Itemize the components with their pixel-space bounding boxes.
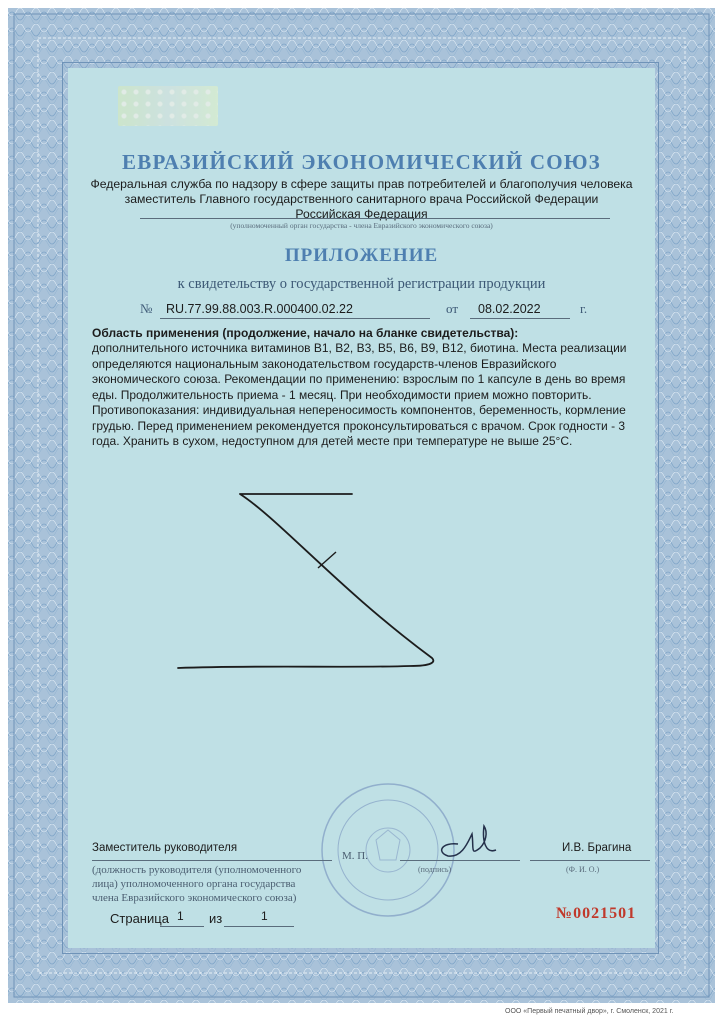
name-underline [530,860,650,861]
position-underline [92,860,332,861]
scope-title: Область применения (продолжение, начало на бланке свидетельства): [92,326,519,340]
total-underline [224,926,294,927]
appendix-subtitle: к свидетельству о государственной регистрации продукции [177,276,546,292]
scope-line: грудью. Перед применением рекомендуется проконсультироваться с врачом. Срок годности - 3 [92,418,626,433]
handwritten-signature [428,818,508,862]
appendix-title: ПРИЛОЖЕНИЕ [284,245,439,266]
year-suffix: г. [580,301,588,316]
page-number: 1 [177,909,184,923]
printer-imprint: ООО «Первый печатный двор», г. Смоленск, 2021 г. [505,1008,674,1015]
authority-caption: (уполномоченный орган государства - члена Евразийского экономического союза) [230,221,493,230]
agency-line-2: заместитель Главного государственного санитарного врача Российской Федерации [124,192,599,206]
position-caption-line-2: лица) уполномоченного органа государства [92,878,296,890]
scope-line: Противопоказания: индивидуальная непереносимость компонентов, беременность, кормление [92,403,626,417]
page-label: Страница [110,911,169,926]
scope-line: экономического союза. Рекомендации по применению: взрослым по 1 капсуле в день во время [92,372,626,386]
number-underline [160,318,430,319]
mp-label: М. П. [342,850,368,862]
signatory-position: Заместитель руководителя [92,842,238,854]
of-label: из [209,911,223,926]
scope-line: определяются национальным законодательством государств-членов Евразийского [92,356,557,371]
scope-body [92,341,637,450]
fio-caption: (Ф. И. О.) [566,865,600,874]
agency-line-1: Федеральная служба по надзору в сфере защиты прав потребителей и благополучия человека [90,177,633,191]
signature-caption: (подпись) [418,865,452,874]
position-caption-line-3: члена Евразийского экономического союза) [92,892,297,904]
serial-number: №0021501 [556,905,637,922]
scope-line: года. Хранить в сухом, недоступном для детей месте при температуре не выше 25°С. [92,434,573,448]
date-underline [470,318,570,319]
scope-line: дополнительного источника витаминов В1, В2, В3, В5, В6, В9, В12, биотина. Места реализации [92,341,627,355]
registration-number: RU.77.99.88.003.R.000400.02.22 [166,302,353,316]
authority-underline [140,218,610,219]
signatory-name: И.В. Брагина [562,842,632,854]
registration-date: 08.02.2022 [478,302,541,316]
position-caption-line-1: (должность руководителя (уполномоченного [92,864,302,876]
agency-line-3: Российская Федерация [295,207,428,221]
union-title: ЕВРАЗИЙСКИЙ ЭКОНОМИЧЕСКИЙ СОЮЗ [122,150,601,174]
date-label: от [446,301,459,316]
scope-line: еды. Продолжительность приема - 1 месяц. При необходимости прием можно повторить. [92,387,592,402]
page-underline [160,926,204,927]
total-pages: 1 [261,909,268,923]
z-cancellation-line [170,480,460,680]
hologram-security-mark [118,86,218,126]
number-label: № [140,301,153,316]
